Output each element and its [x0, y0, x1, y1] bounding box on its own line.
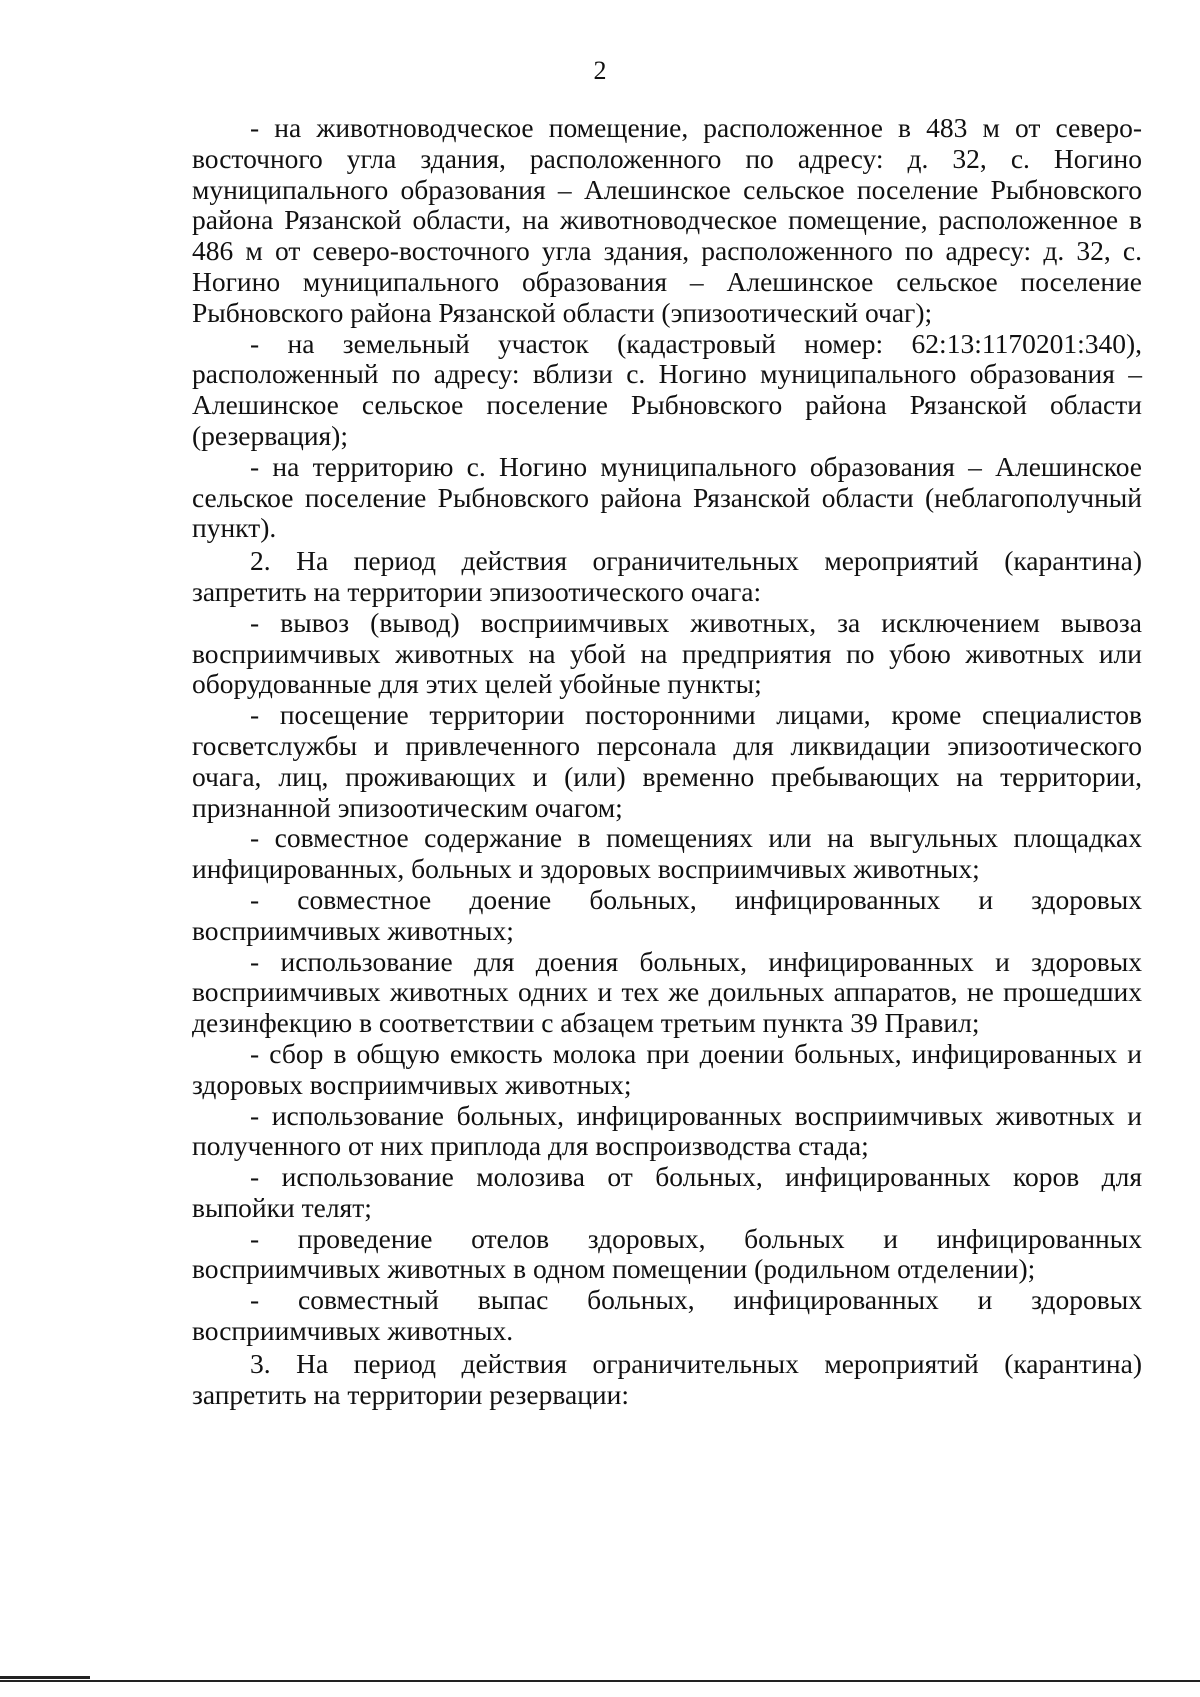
paragraph-colostrum: - использование молозива от больных, инфицированных коров для выпойки телят; [192, 1161, 1142, 1223]
paragraph-visit-ban: - посещение территории посторонними лицами, кроме специалистов госветслужбы и привлеченного персонала для ликвидации эпизоотического очага, лиц, проживающих и (или) временно пребывающих на территории, признанной эпизоотическим очагом; [192, 699, 1142, 823]
paragraph-calving: - проведение отелов здоровых, больных и инфицированных восприимчивых животных в одном помещении (родильном отделении); [192, 1222, 1142, 1285]
scan-edge-mark [0, 1676, 90, 1679]
paragraph-item-2: 2. На период действия ограничительных мероприятий (карантина) запретить на территории эпизоотического очага: [192, 545, 1142, 607]
paragraph-joint-milking: - совместное доение больных, инфицированных и здоровых восприимчивых животных; [192, 883, 1142, 946]
paragraph-territory: - на территорию с. Ногино муниципального образования – Алешинское сельское поселение Рыбновского района Рязанской области (неблагополучный пункт). [192, 450, 1142, 544]
paragraph-export-ban: - вывоз (вывод) восприимчивых животных, за исключением вывоза восприимчивых животных на убой на предприятия по убою животных или оборудованные для этих целей убойные пункты; [192, 606, 1142, 700]
document-body [192, 113, 1142, 1410]
paragraph-joint-keeping: - совместное содержание в помещениях или на выгульных площадках инфицированных, больных и здоровых восприимчивых животных; [192, 822, 1142, 885]
paragraph-milking-equipment: - использование для доения больных, инфицированных и здоровых восприимчивых животных одних и тех же доильных аппаратов, не прошедших дезинфекцию в соответствии с абзацем третьим пункта 39 Правил; [192, 945, 1142, 1039]
paragraph-land-plot: - на земельный участок (кадастровый номер: 62:13:1170201:340), расположенный по адресу: вблизи с. Ногино муниципального образования – Алешинское сельское поселение Рыбновского района Рязанской области (резервация); [192, 327, 1142, 451]
paragraph-reproduction: - использование больных, инфицированных восприимчивых животных и полученного от них приплода для воспроизводства стада; [192, 1099, 1142, 1162]
paragraph-livestock-premises: - на животноводческое помещение, расположенное в 483 м от северо-восточного угла здания, расположенного по адресу: д. 32, с. Ногино муниципального образования – Алешинское сельское поселение Рыбновского района Рязанской области, на животноводческое помещение, расположенное в 486 м от северо-восточного угла здания, расположенного по адресу: д. 32, с. Ногино муниципального образования – Алешинское сельское поселение Рыбновского района Рязанской области (эпизоотический очаг); [192, 112, 1142, 328]
page-bottom-rule [0, 1680, 1200, 1682]
page-number: 2 [593, 56, 607, 85]
paragraph-item-3: 3. На период действия ограничительных мероприятий (карантина) запретить на территории резервации: [192, 1347, 1142, 1410]
paragraph-milk-collection: - сбор в общую емкость молока при доении больных, инфицированных и здоровых восприимчивых животных; [192, 1037, 1142, 1100]
paragraph-grazing: - совместный выпас больных, инфицированных и здоровых восприимчивых животных. [192, 1284, 1142, 1347]
